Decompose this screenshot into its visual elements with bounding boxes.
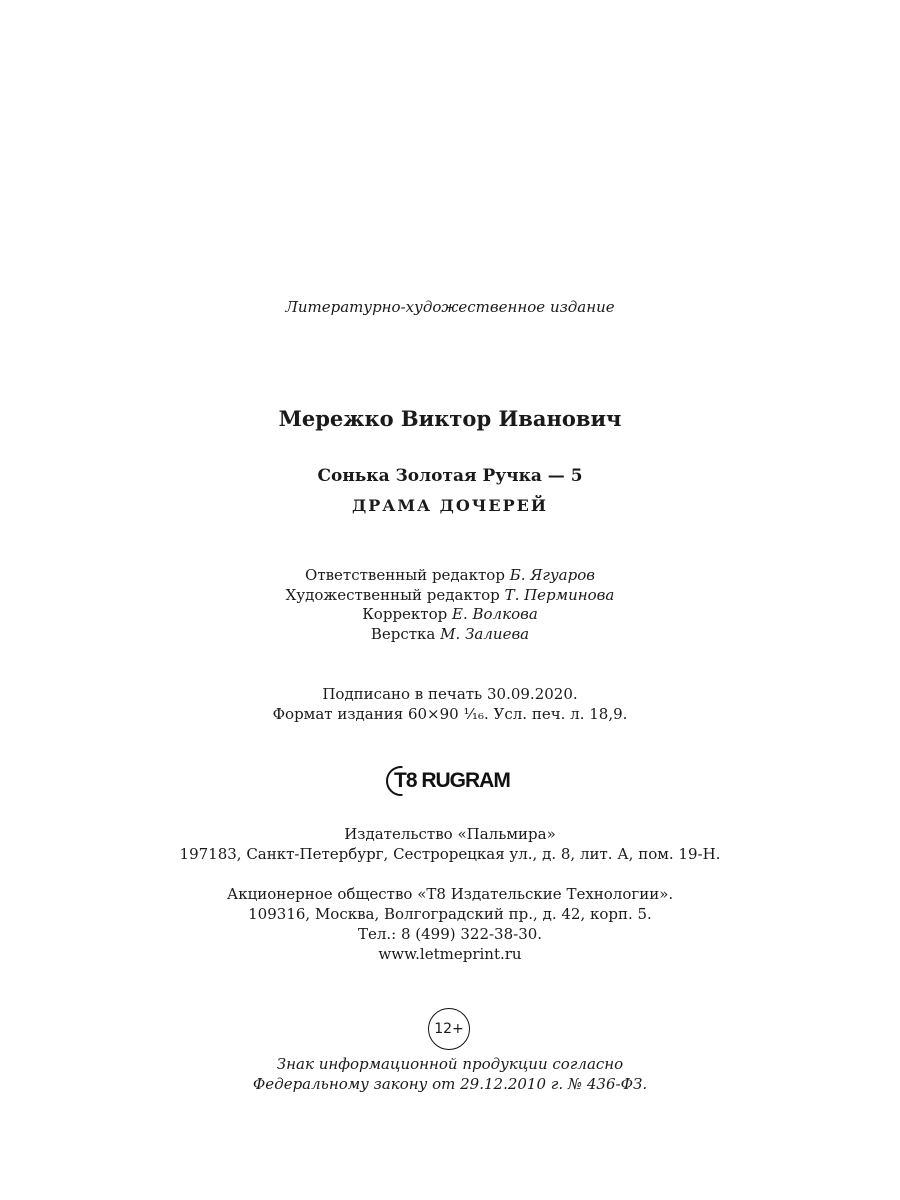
book-subtitle: ДРАМА ДОЧЕРЕЙ [352,496,548,515]
printer-block [0,884,900,964]
printer-website: www.letmeprint.ru [378,945,522,963]
credits-block [0,566,900,644]
series-title: Сонька Золотая Ручка — 5 [317,466,583,486]
law-notice [0,1054,900,1094]
credit-role: Художественный редактор [285,585,500,604]
logo-text: T8 RUGRAM [394,769,510,792]
edition-type: Литературно-художественное издание [285,298,615,316]
credit-line [0,605,900,625]
signed-date: Подписано в печать 30.09.2020. [322,685,578,703]
author-name: Мережко Виктор Иванович [278,406,622,431]
credit-role: Корректор [362,605,448,623]
publisher-block [0,824,900,864]
credit-name: Е. Волкова [452,605,538,623]
print-info [0,684,900,724]
credit-line [0,625,900,645]
t8-rugram-logo [386,766,516,798]
credit-name: М. Залиева [440,624,530,643]
printer-phone: Тел.: 8 (499) 322-38-30. [357,925,543,943]
law-notice-line1: Знак информационной продукции согласно [276,1055,624,1073]
format-info: Формат издания 60×90 ¹⁄₁₆. Усл. печ. л. 18,9. [272,705,628,723]
publisher-name: Издательство «Пальмира» [344,825,556,843]
credit-line [0,586,900,606]
printer-name: Акционерное общество «T8 Издательские Технологии». [226,885,674,903]
printer-address: 109316, Москва, Волгоградский пр., д. 42, корп. 5. [248,905,652,923]
age-rating-badge: 12+ [428,1008,470,1050]
law-notice-line2: Федеральному закону от 29.12.2010 г. № 436-ФЗ. [252,1075,648,1093]
credit-role: Ответственный редактор [305,566,505,584]
credit-name: Т. Перминова [504,585,615,604]
credit-role: Верстка [370,624,436,643]
publisher-address: 197183, Санкт-Петербург, Сестрорецкая ул., д. 8, лит. А, пом. 19-Н. [179,845,721,863]
credit-line [0,566,900,586]
credit-name: Б. Ягуаров [509,566,595,584]
